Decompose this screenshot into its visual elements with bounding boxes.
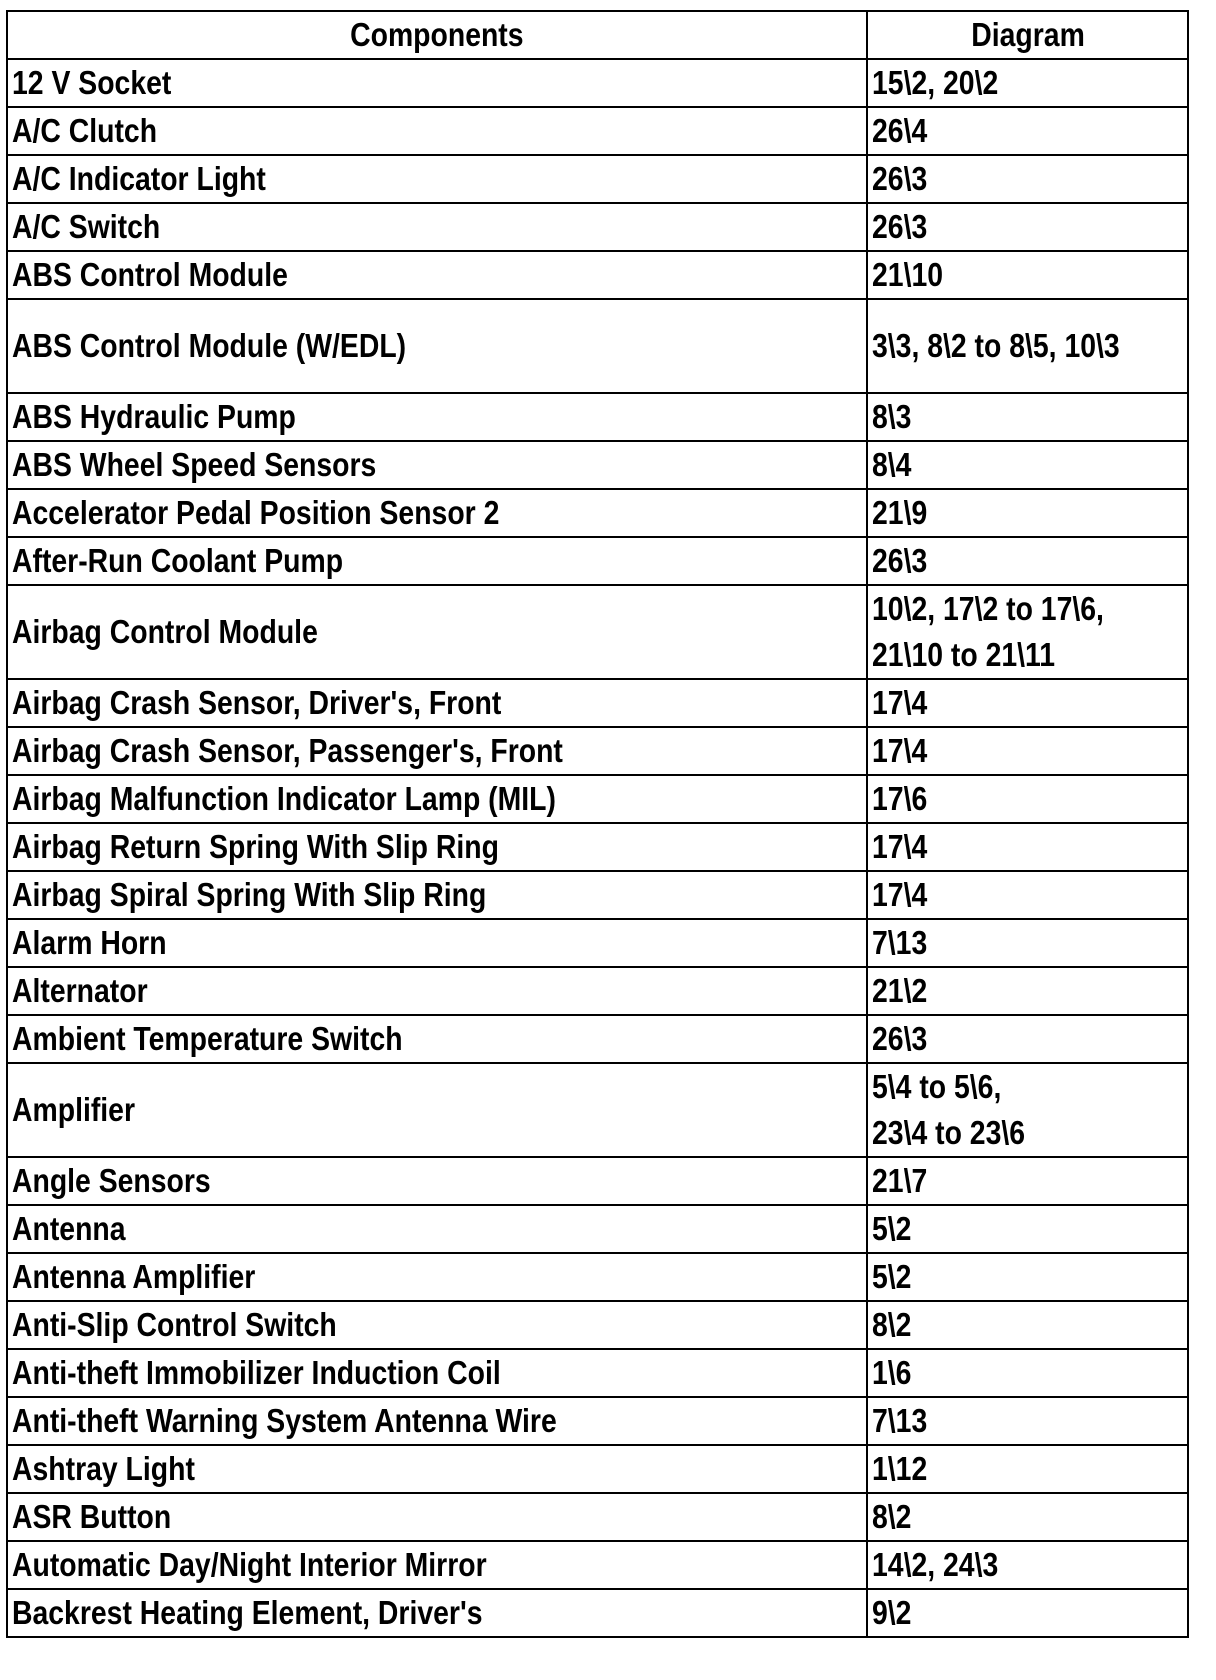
diagram-cell	[867, 1493, 1188, 1541]
table-row	[7, 679, 1188, 727]
diagram-reference: 5\2	[872, 1210, 912, 1247]
component-cell	[7, 155, 867, 203]
component-cell	[7, 1589, 867, 1637]
diagram-cell	[867, 919, 1188, 967]
component-cell	[7, 823, 867, 871]
diagram-reference: 8\2	[872, 1306, 912, 1343]
component-cell	[7, 967, 867, 1015]
component-cell	[7, 679, 867, 727]
component-cell	[7, 1349, 867, 1397]
table-row	[7, 441, 1188, 489]
table-row	[7, 871, 1188, 919]
component-cell	[7, 203, 867, 251]
table-row	[7, 155, 1188, 203]
diagram-reference: 7\13	[872, 924, 928, 961]
diagram-reference: 10\2, 17\2 to 17\6,	[872, 590, 1105, 627]
diagram-reference: 15\2, 20\2	[872, 64, 999, 101]
diagram-cell	[867, 489, 1188, 537]
diagram-reference: 17\6	[872, 780, 928, 817]
diagram-reference: 7\13	[872, 1402, 928, 1439]
component-cell	[7, 775, 867, 823]
diagram-cell	[867, 967, 1188, 1015]
diagram-reference: 14\2, 24\3	[872, 1546, 999, 1583]
diagram-cell	[867, 585, 1188, 679]
component-cell	[7, 441, 867, 489]
diagram-cell	[867, 1015, 1188, 1063]
component-cell	[7, 489, 867, 537]
diagram-reference: 9\2	[872, 1594, 912, 1631]
component-cell	[7, 1397, 867, 1445]
table-row	[7, 1015, 1188, 1063]
component-cell	[7, 299, 867, 393]
table-row	[7, 1301, 1188, 1349]
diagram-reference: 17\4	[872, 828, 928, 865]
component-name: Airbag Control Module	[12, 613, 318, 650]
component-name: Backrest Heating Element, Driver's	[12, 1594, 483, 1631]
component-name: Amplifier	[12, 1091, 136, 1128]
diagram-reference: 17\4	[872, 684, 928, 721]
component-cell	[7, 1445, 867, 1493]
components-diagram-table	[6, 10, 1189, 1638]
components-column-header: Components	[7, 11, 867, 59]
diagram-reference: 26\4	[872, 112, 928, 149]
table-row	[7, 1589, 1188, 1637]
diagram-reference: 21\10 to 21\11	[872, 636, 1056, 673]
diagram-reference: 1\12	[872, 1450, 928, 1487]
component-name: Antenna	[12, 1210, 126, 1247]
diagram-cell	[867, 1253, 1188, 1301]
component-name: Airbag Return Spring With Slip Ring	[12, 828, 499, 865]
diagram-reference: 26\3	[872, 542, 928, 579]
diagram-reference: 8\4	[872, 446, 912, 483]
diagram-reference: 1\6	[872, 1354, 912, 1391]
table-row	[7, 919, 1188, 967]
component-name: ABS Hydraulic Pump	[12, 398, 296, 435]
diagram-reference: 23\4 to 23\6	[872, 1114, 1026, 1151]
component-cell	[7, 1015, 867, 1063]
table-row	[7, 1397, 1188, 1445]
component-name: Anti-theft Warning System Antenna Wire	[12, 1402, 557, 1439]
component-cell	[7, 1205, 867, 1253]
component-name: Airbag Crash Sensor, Passenger's, Front	[12, 732, 563, 769]
table-row	[7, 967, 1188, 1015]
diagram-reference: 21\10	[872, 256, 944, 293]
table-header-row	[7, 11, 1188, 59]
diagram-cell	[867, 203, 1188, 251]
diagram-reference: 3\3, 8\2 to 8\5, 10\3	[872, 327, 1120, 364]
component-cell	[7, 1063, 867, 1157]
component-name: ABS Wheel Speed Sensors	[12, 446, 377, 483]
component-name: A/C Clutch	[12, 112, 158, 149]
diagram-cell	[867, 775, 1188, 823]
diagram-reference: 26\3	[872, 1020, 928, 1057]
diagram-reference: 21\9	[872, 494, 928, 531]
diagram-reference: 26\3	[872, 208, 928, 245]
diagram-column-header: Diagram	[867, 11, 1188, 59]
component-name: Airbag Crash Sensor, Driver's, Front	[12, 684, 502, 721]
component-name: Ashtray Light	[12, 1450, 195, 1487]
component-cell	[7, 871, 867, 919]
table-row	[7, 1205, 1188, 1253]
diagram-reference: 8\2	[872, 1498, 912, 1535]
component-name: Angle Sensors	[12, 1162, 211, 1199]
diagram-cell	[867, 299, 1188, 393]
table-row	[7, 1541, 1188, 1589]
component-name: Alternator	[12, 972, 148, 1009]
diagram-cell	[867, 1589, 1188, 1637]
component-name: Automatic Day/Night Interior Mirror	[12, 1546, 487, 1583]
table-row	[7, 1445, 1188, 1493]
component-cell	[7, 1157, 867, 1205]
component-cell	[7, 585, 867, 679]
table-row	[7, 203, 1188, 251]
diagram-cell	[867, 823, 1188, 871]
component-name: ABS Control Module	[12, 256, 288, 293]
component-name: A/C Switch	[12, 208, 161, 245]
component-name: A/C Indicator Light	[12, 160, 266, 197]
component-name: Airbag Malfunction Indicator Lamp (MIL)	[12, 780, 556, 817]
component-cell	[7, 107, 867, 155]
diagram-reference: 5\2	[872, 1258, 912, 1295]
component-name: Ambient Temperature Switch	[12, 1020, 403, 1057]
diagram-cell	[867, 155, 1188, 203]
component-cell	[7, 1541, 867, 1589]
component-name: ABS Control Module (W/EDL)	[12, 327, 407, 364]
table-row	[7, 393, 1188, 441]
diagram-cell	[867, 107, 1188, 155]
diagram-cell	[867, 1397, 1188, 1445]
table-row	[7, 1253, 1188, 1301]
table-row	[7, 585, 1188, 679]
component-cell	[7, 393, 867, 441]
component-cell	[7, 59, 867, 107]
table-body	[7, 59, 1188, 1637]
table-row	[7, 727, 1188, 775]
table-row	[7, 775, 1188, 823]
component-name: 12 V Socket	[12, 64, 172, 101]
table-row	[7, 537, 1188, 585]
diagram-cell	[867, 727, 1188, 775]
component-name: Accelerator Pedal Position Sensor 2	[12, 494, 500, 531]
table-row	[7, 1493, 1188, 1541]
diagram-reference: 8\3	[872, 398, 912, 435]
diagram-reference: 26\3	[872, 160, 928, 197]
diagram-reference: 21\7	[872, 1162, 928, 1199]
diagram-cell	[867, 1445, 1188, 1493]
diagram-cell	[867, 537, 1188, 585]
table-row	[7, 823, 1188, 871]
diagram-cell	[867, 1301, 1188, 1349]
component-cell	[7, 1253, 867, 1301]
diagram-reference: 21\2	[872, 972, 928, 1009]
component-cell	[7, 537, 867, 585]
component-name: ASR Button	[12, 1498, 172, 1535]
diagram-cell	[867, 1541, 1188, 1589]
component-name: After-Run Coolant Pump	[12, 542, 344, 579]
table-row	[7, 299, 1188, 393]
diagram-cell	[867, 393, 1188, 441]
component-name: Anti-theft Immobilizer Induction Coil	[12, 1354, 501, 1391]
diagram-reference: 5\4 to 5\6,	[872, 1068, 1002, 1105]
diagram-reference: 17\4	[872, 732, 928, 769]
diagram-cell	[867, 1205, 1188, 1253]
diagram-cell	[867, 59, 1188, 107]
table-row	[7, 59, 1188, 107]
diagram-cell	[867, 871, 1188, 919]
component-name: Antenna Amplifier	[12, 1258, 256, 1295]
diagram-cell	[867, 679, 1188, 727]
component-cell	[7, 1493, 867, 1541]
diagram-cell	[867, 441, 1188, 489]
component-name: Alarm Horn	[12, 924, 167, 961]
table-row	[7, 1063, 1188, 1157]
component-cell	[7, 1301, 867, 1349]
table-row	[7, 107, 1188, 155]
diagram-cell	[867, 1157, 1188, 1205]
table-row	[7, 251, 1188, 299]
component-cell	[7, 251, 867, 299]
component-cell	[7, 919, 867, 967]
table-row	[7, 1157, 1188, 1205]
diagram-reference: 17\4	[872, 876, 928, 913]
component-name: Airbag Spiral Spring With Slip Ring	[12, 876, 487, 913]
table-row	[7, 1349, 1188, 1397]
diagram-cell	[867, 251, 1188, 299]
diagram-cell	[867, 1349, 1188, 1397]
component-cell	[7, 727, 867, 775]
table-row	[7, 489, 1188, 537]
component-name: Anti-Slip Control Switch	[12, 1306, 337, 1343]
diagram-cell	[867, 1063, 1188, 1157]
